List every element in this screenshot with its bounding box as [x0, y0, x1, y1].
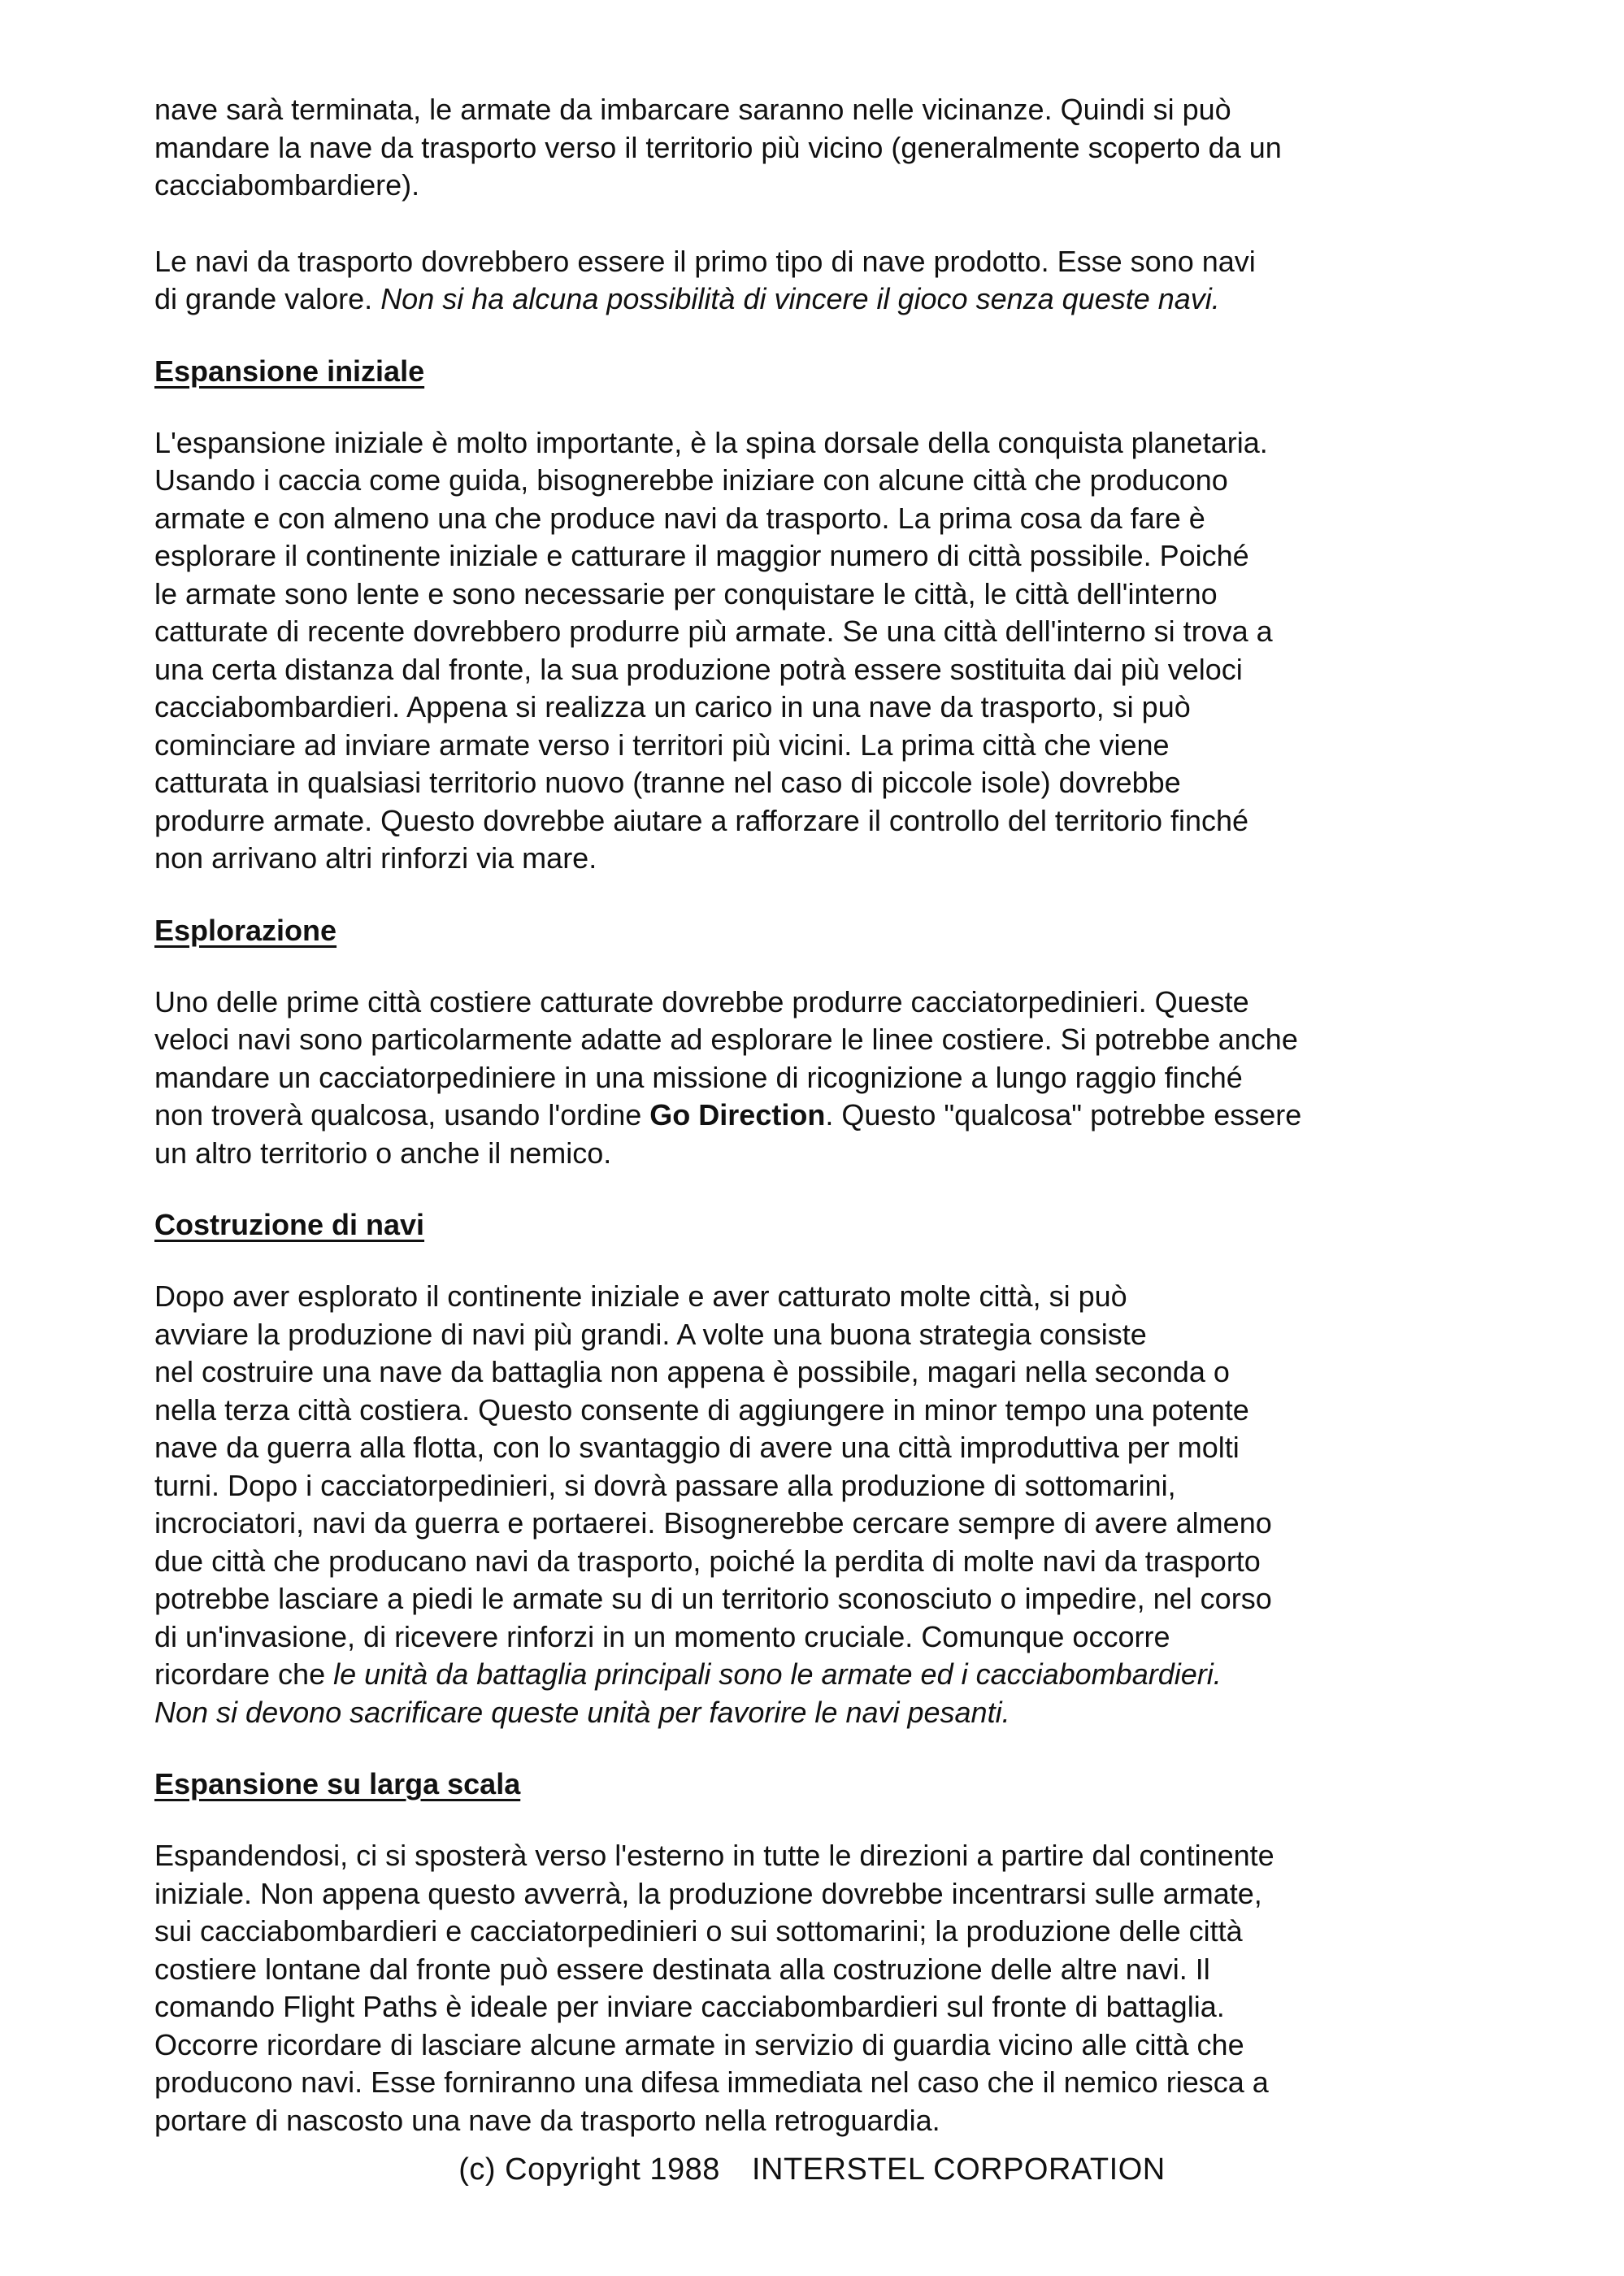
text-span: . Questo "qualcosa" potrebbe essere: [825, 1098, 1302, 1131]
transport-paragraph: [154, 243, 1496, 319]
text-span: non troverà qualcosa, usando l'ordine: [154, 1098, 642, 1131]
text-span: ricordare che: [154, 1657, 326, 1691]
text-line: nave sarà terminata, le armate da imbarcare saranno nelle vicinanze. Quindi si può: [154, 93, 1231, 126]
text-line: [154, 1694, 1496, 1732]
text-line: Dopo aver esplorato il continente iniziale e aver catturato molte città, si può: [154, 1279, 1127, 1313]
text-line: mandare un cacciatorpediniere in una missione di ricognizione a lungo raggio finché: [154, 1060, 1243, 1094]
emphasis-text: Non si devono sacrificare queste unità per favorire le navi pesanti.: [154, 1695, 1010, 1729]
text-line: non arrivano altri rinforzi via mare.: [154, 841, 597, 875]
text-line: produrre armate. Questo dovrebbe aiutare a rafforzare il controllo del territorio finché: [154, 803, 1249, 837]
page-footer: [0, 2152, 1624, 2187]
command-name: Go Direction: [649, 1098, 826, 1131]
text-line: producono navi. Esse forniranno una difesa immediata nel caso che il nemico riesca a: [154, 2065, 1269, 2099]
text-line: mandare la nave da trasporto verso il territorio più vicino (generalmente scoperto da un: [154, 130, 1282, 164]
text-line: portare di nascosto una nave da trasporto nella retroguardia.: [154, 2103, 940, 2137]
text-line: comando Flight Paths è ideale per inviare cacciabombardieri sul fronte di battaglia.: [154, 1990, 1225, 2023]
section-heading-esplorazione: Esplorazione: [154, 913, 337, 947]
text-line: potrebbe lasciare a piedi le armate su di un territorio sconosciuto o impedire, nel corso: [154, 1582, 1272, 1615]
text-line: veloci navi sono particolarmente adatte ad esplorare le linee costiere. Si potrebbe anche: [154, 1023, 1298, 1056]
text-line: due città che producano navi da trasporto, poiché la perdita di molte navi da trasporto: [154, 1544, 1261, 1578]
text-line: avviare la produzione di navi più grandi. A volte una buona strategia consiste: [154, 1317, 1147, 1351]
emphasis-text: Non si ha alcuna possibilità di vincere il gioco senza queste navi.: [380, 282, 1220, 315]
text-line: cacciabombardieri. Appena si realizza un carico in una nave da trasporto, si può: [154, 690, 1191, 723]
section-heading-espansione-larga-scala: Espansione su larga scala: [154, 1767, 521, 1800]
text-line: armate e con almeno una che produce navi da trasporto. La prima cosa da fare è: [154, 501, 1205, 535]
text-line: nella terza città costiera. Questo consente di aggiungere in minor tempo una potente: [154, 1392, 1249, 1427]
ship-building-paragraph: [154, 1278, 1496, 1731]
text-line: Espandendosi, ci si sposterà verso l'esterno in tutte le direzioni a partire dal continente: [154, 1839, 1274, 1872]
initial-expansion-paragraph: [154, 424, 1496, 878]
text-line: L'espansione iniziale è molto importante, è la spina dorsale della conquista planetaria.: [154, 425, 1268, 459]
text-line: [154, 1656, 1496, 1694]
section-heading-costruzione-navi: Costruzione di navi: [154, 1208, 425, 1241]
text-line: un altro territorio o anche il nemico.: [154, 1136, 612, 1170]
text-line: catturate di recente dovrebbero produrre più armate. Se una città dell'interno si trova a: [154, 615, 1273, 648]
intro-paragraph: [154, 91, 1496, 205]
text-line: sui cacciabombardieri e cacciatorpedinieri o sui sottomarini; la produzione delle città: [154, 1914, 1243, 1948]
text-line: Usando i caccia come guida, bisognerebbe iniziare con alcune città che producono: [154, 463, 1228, 497]
text-line: Occorre ricordare di lasciare alcune armate in servizio di guardia vicino alle città che: [154, 2027, 1244, 2061]
text-line: esplorare il continente iniziale e catturare il maggior numero di città possibile. Poiché: [154, 539, 1249, 572]
text-line: una certa distanza dal fronte, la sua produzione potrà essere sostituita dai più veloci: [154, 652, 1243, 686]
document-page: [154, 91, 1496, 2139]
emphasis-text: le unità da battaglia principali sono le armate ed i cacciabombardieri.: [333, 1657, 1222, 1691]
text-span: di grande valore.: [154, 282, 373, 315]
text-line: di un'invasione, di ricevere rinforzi in un momento cruciale. Comunque occorre: [154, 1619, 1170, 1653]
exploration-paragraph: [154, 984, 1496, 1173]
text-line: [154, 280, 1496, 319]
text-line: nel costruire una nave da battaglia non appena è possibile, magari nella seconda o: [154, 1355, 1230, 1388]
text-line: nave da guerra alla flotta, con lo svantaggio di avere una città improduttiva per molti: [154, 1431, 1240, 1464]
text-line: incrociatori, navi da guerra e portaerei. Bisognerebbe cercare sempre di avere almeno: [154, 1506, 1272, 1540]
text-line: costiere lontane dal fronte può essere destinata alla costruzione delle altre navi. Il: [154, 1952, 1210, 1986]
text-line: cacciabombardiere).: [154, 168, 420, 202]
section-heading-espansione-iniziale: Espansione iniziale: [154, 354, 425, 388]
text-line: iniziale. Non appena questo avverrà, la produzione dovrebbe incentrarsi sulle armate,: [154, 1876, 1262, 1910]
text-line: le armate sono lente e sono necessarie per conquistare le città, le città dell'interno: [154, 576, 1218, 610]
text-line: Uno delle prime città costiere catturate dovrebbe produrre cacciatorpedinieri. Queste: [154, 984, 1249, 1019]
text-line: turni. Dopo i cacciatorpedinieri, si dovrà passare alla produzione di sottomarini,: [154, 1468, 1176, 1502]
company-name: INTERSTEL CORPORATION: [751, 2152, 1166, 2187]
text-line: Le navi da trasporto dovrebbero essere il primo tipo di nave prodotto. Esse sono navi: [154, 244, 1256, 278]
text-line: cominciare ad inviare armate verso i territori più vicini. La prima città che viene: [154, 728, 1170, 762]
text-line: [154, 1097, 1496, 1135]
text-line: catturata in qualsiasi territorio nuovo (tranne nel caso di piccole isole) dovrebbe: [154, 766, 1181, 799]
copyright-text: (c) Copyright 1988: [458, 2152, 720, 2187]
large-expansion-paragraph: [154, 1837, 1496, 2139]
